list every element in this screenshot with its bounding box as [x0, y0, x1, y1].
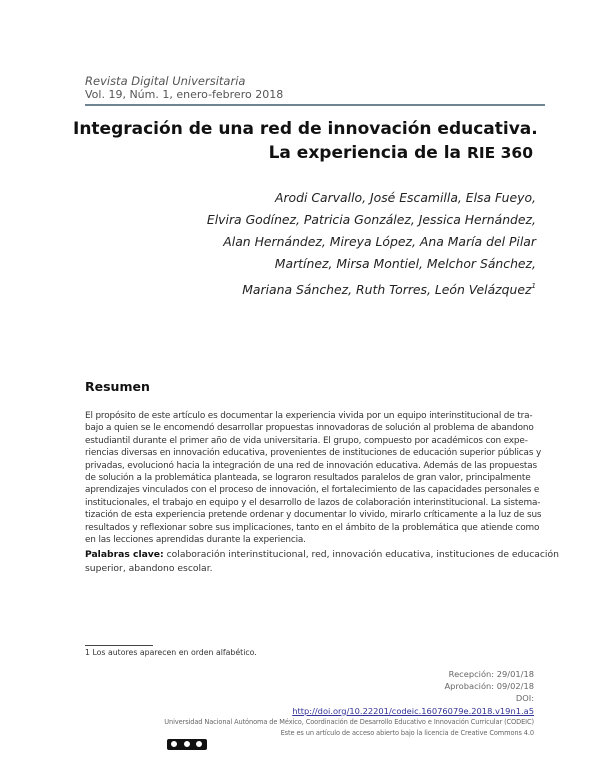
- title-line-2-text: La experiencia de la: [268, 143, 467, 163]
- keywords: [85, 548, 559, 575]
- author-line: Elvira Godínez, Patricia González, Jessica Hernández,: [206, 212, 536, 227]
- doi-label: DOI:: [515, 693, 534, 704]
- author-line: Martínez, Mirsa Montiel, Melchor Sánchez,: [274, 256, 536, 271]
- author-line: Arodi Carvallo, José Escamilla, Elsa Fueyo,: [274, 190, 536, 205]
- abstract-line: institucionales, el trabajo en equipo y el desarrollo de lazos de colaboración interinstitucional. La sistema-: [85, 497, 541, 508]
- title-line-2: [73, 141, 533, 165]
- abstract-line: aprendizajes vinculados con el proceso de innovación, el fortalecimiento de las capacidades personales e: [85, 485, 540, 496]
- keywords-line-1: [85, 548, 559, 562]
- author-line-text: Mariana Sánchez, Ruth Torres, León Velázquez: [242, 282, 532, 297]
- approved-date: Aprobación: 09/02/18: [444, 681, 534, 692]
- footnote-mark: 1: [85, 648, 90, 657]
- journal-volume: Vol. 19, Núm. 1, enero-febrero 2018: [85, 88, 284, 101]
- doi-link[interactable]: http://doi.org/10.22201/codeic.16076079e.2018.v19n1.a5: [292, 705, 534, 716]
- title-rie: RIE 360: [466, 144, 533, 162]
- abstract-line: estudiantil durante el primer año de vida universitaria. El grupo, compuesto por académicos con expe-: [85, 435, 528, 446]
- title-line-1: Integración de una red de innovación educativa.: [73, 119, 538, 139]
- footnote: [85, 648, 257, 657]
- abstract-line: de solución a la problemática planteada, se lograron resultados paralelos de gran valor, principalmente: [85, 473, 531, 484]
- journal-name: Revista Digital Universitaria: [85, 74, 246, 88]
- abstract-text: [85, 410, 545, 546]
- abstract-line: privadas, evolucionó hacia la integración de una red de innovación educativa. Además de las propuestas: [85, 460, 538, 471]
- footnote-text: Los autores aparecen en orden alfabético.: [89, 648, 257, 657]
- abstract-line: riencias diversas en innovación educativa, provenientes de instituciones de educación superior públicas y: [85, 448, 542, 459]
- authors-block: [66, 187, 536, 301]
- journal-header: [85, 74, 283, 102]
- abstract-line: El propósito de este artículo es documentar la experiencia vivida por un equipo interinstitucional de tra-: [85, 411, 533, 421]
- header-rule: [85, 104, 545, 106]
- license-text: Este es un artículo de acceso abierto bajo la licencia de Creative Commons 4.0: [280, 728, 534, 737]
- article-meta: [164, 668, 534, 750]
- keywords-label: Palabras clave:: [85, 549, 164, 560]
- abstract-line: bajo a quien se le encomendó desarrollar propuestas innovadoras de solución al problema de abandono: [85, 423, 534, 434]
- institution-line: Universidad Nacional Autónoma de México, Coordinación de Desarrollo Educativo e Innovación Curricular (CODEIC): [164, 717, 534, 726]
- keywords-line-2: superior, abandono escolar.: [85, 562, 213, 574]
- doi-line: [164, 692, 534, 716]
- received-date: Recepción: 29/01/18: [448, 669, 534, 679]
- cc-license-icon[interactable]: [167, 739, 207, 750]
- abstract-line: resultados y reflexionar sobre sus implicaciones, tanto en el ámbito de la problemática que atiende como: [85, 522, 540, 533]
- author-line-last: [66, 275, 536, 301]
- abstract-line: en las lecciones aprendidas durante la experiencia.: [85, 535, 306, 546]
- author-line: Alan Hernández, Mireya López, Ana María del Pilar: [223, 234, 536, 249]
- license-line: [164, 728, 534, 750]
- keywords-text-1: colaboración interinstitucional, red, innovación educativa, instituciones de educación: [163, 549, 559, 560]
- author-footnote-mark[interactable]: 1: [531, 282, 536, 290]
- abstract-heading: Resumen: [85, 379, 150, 394]
- footnote-rule: [85, 645, 153, 646]
- article-title: [73, 117, 538, 165]
- abstract-line: tización de esta experiencia pretende ordenar y documentar lo vivido, mirarlo críticamente a la luz de sus: [85, 510, 542, 521]
